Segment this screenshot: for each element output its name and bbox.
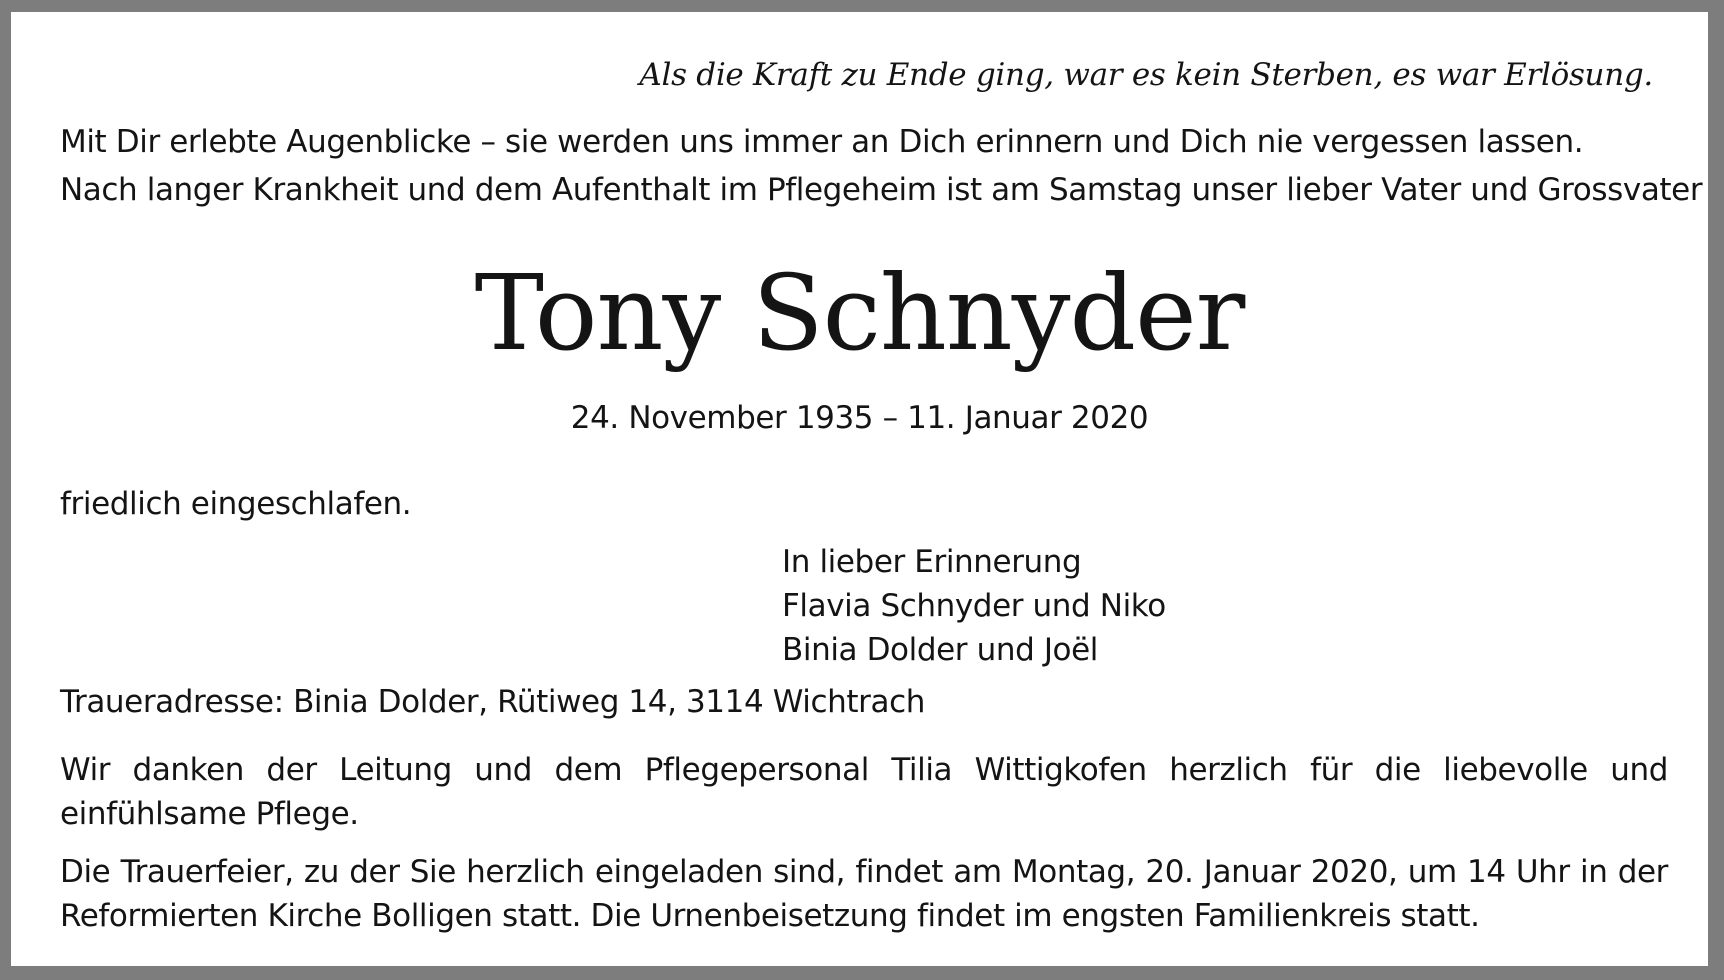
intro-line-1: Mit Dir erlebte Augenblicke – sie werden uns immer an Dich erinnern und Dich nie vergessen lassen. xyxy=(60,124,1584,160)
motto-quote: Als die Kraft zu Ende ging, war es kein Sterben, es war Erlösung. xyxy=(639,57,1653,93)
signoff-line: Binia Dolder und Joël xyxy=(782,632,1099,668)
signoff-line: In lieber Erinnerung xyxy=(782,544,1082,580)
thanks-paragraph: Wir danken der Leitung und dem Pflegepersonal Tilia Wittigkofen herzlich für die liebevolle und einfühlsame Pflege. xyxy=(60,752,1668,832)
ceremony-paragraph: Die Trauerfeier, zu der Sie herzlich eingeladen sind, findet am Montag, 20. Januar 2020, um 14 Uhr in der Reformierten Kirche Bolligen statt. Die Urnenbeisetzung findet im engsten Familienkreis statt. xyxy=(60,854,1668,934)
mourning-address: Traueradresse: Binia Dolder, Rütiweg 14, 3114 Wichtrach xyxy=(60,684,925,720)
passed-away-text: friedlich eingeschlafen. xyxy=(60,486,412,522)
intro-line-2: Nach langer Krankheit und dem Aufenthalt im Pflegeheim ist am Samstag unser lieber Vater und Grossvater xyxy=(60,172,1703,208)
life-dates: 24. November 1935 – 11. Januar 2020 xyxy=(570,400,1149,436)
deceased-name: Tony Schnyder xyxy=(474,252,1245,374)
family-signoff xyxy=(782,540,1166,672)
obituary-notice xyxy=(11,12,1708,966)
signoff-line: Flavia Schnyder und Niko xyxy=(782,588,1166,624)
